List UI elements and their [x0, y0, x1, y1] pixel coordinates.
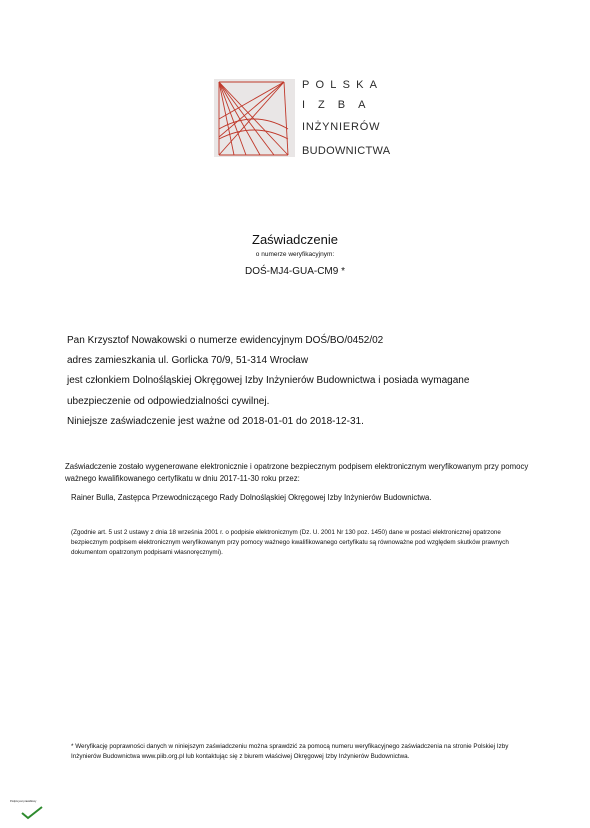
logo-line-2: IZBA	[302, 99, 379, 111]
logo-line-4: BUDOWNICTWA	[302, 145, 391, 157]
member-name-line: Pan Krzysztof Nowakowski o numerze ewidencyjnym DOŚ/BO/0452/02	[67, 335, 384, 346]
logo-emblem	[214, 79, 295, 157]
verification-number: DOŚ-MJ4-GUA-CM9 *	[244, 266, 345, 277]
signature-valid-stamp	[10, 800, 52, 822]
verification-footnote: * Weryfikację poprawności danych w niniejszym zaświadczeniu można sprawdzić za pomocą numeru weryfikacyjnego zaświadczenia na stronie Polskiej Izby Inżynierów Budownictwa www.piib.org.pl lub kontaktując się z biurem właściwej Okręgowej Izby Inżynierów Budownictwa.	[71, 743, 509, 760]
insurance-line: ubezpieczenie od odpowiedzialności cywilnej.	[67, 396, 270, 407]
stamp-label: Podpis jest prawidłowy	[10, 800, 37, 803]
legal-note: (Zgodnie art. 5 ust 2 ustawy z dnia 18 września 2001 r. o podpisie elektronicznym (Dz. U. 2001 Nr 130 poz. 1450) dane w postaci elektronicznej opatrzone bezpiecznym podpisem elektronicznym weryfikowanym przy pomocy ważnego kwalifikowanego certyfikatu są równoważne pod względem skutków prawnych dokumentom opatrzonym podpisami własnoręcznymi).	[71, 529, 509, 556]
validity-line: Niniejsze zaświadczenie jest ważne od 2018-01-01 do 2018-12-31.	[67, 416, 364, 427]
certificate-title: Zaświadczenie	[252, 232, 338, 247]
checkmark-icon	[20, 806, 44, 820]
membership-line: jest członkiem Dolnośląskiej Okręgowej Izby Inżynierów Budownictwa i posiada wymagane	[67, 375, 470, 386]
signer-line: Rainer Bulla, Zastępca Przewodniczącego Rady Dolnośląskiej Okręgowej Izby Inżynierów Budownictwa.	[71, 493, 432, 502]
generation-statement: Zaświadczenie zostało wygenerowane elektronicznie i opatrzone bezpiecznym podpisem elektronicznym weryfikowanym przy pomocy ważnego kwalifikowanego certyfikatu w dniu 2017-11-30 roku przez:	[65, 462, 529, 483]
logo-line-1: POLSKA	[302, 79, 384, 91]
address-line: adres zamieszkania ul. Gorlicka 70/9, 51-314 Wrocław	[67, 355, 309, 366]
logo-bridge-graphic	[214, 79, 295, 157]
certificate-subtitle: o numerze weryfikacyjnym:	[255, 251, 335, 258]
logo-line-3: INŻYNIERÓW	[302, 121, 381, 133]
piib-logo	[214, 79, 391, 159]
